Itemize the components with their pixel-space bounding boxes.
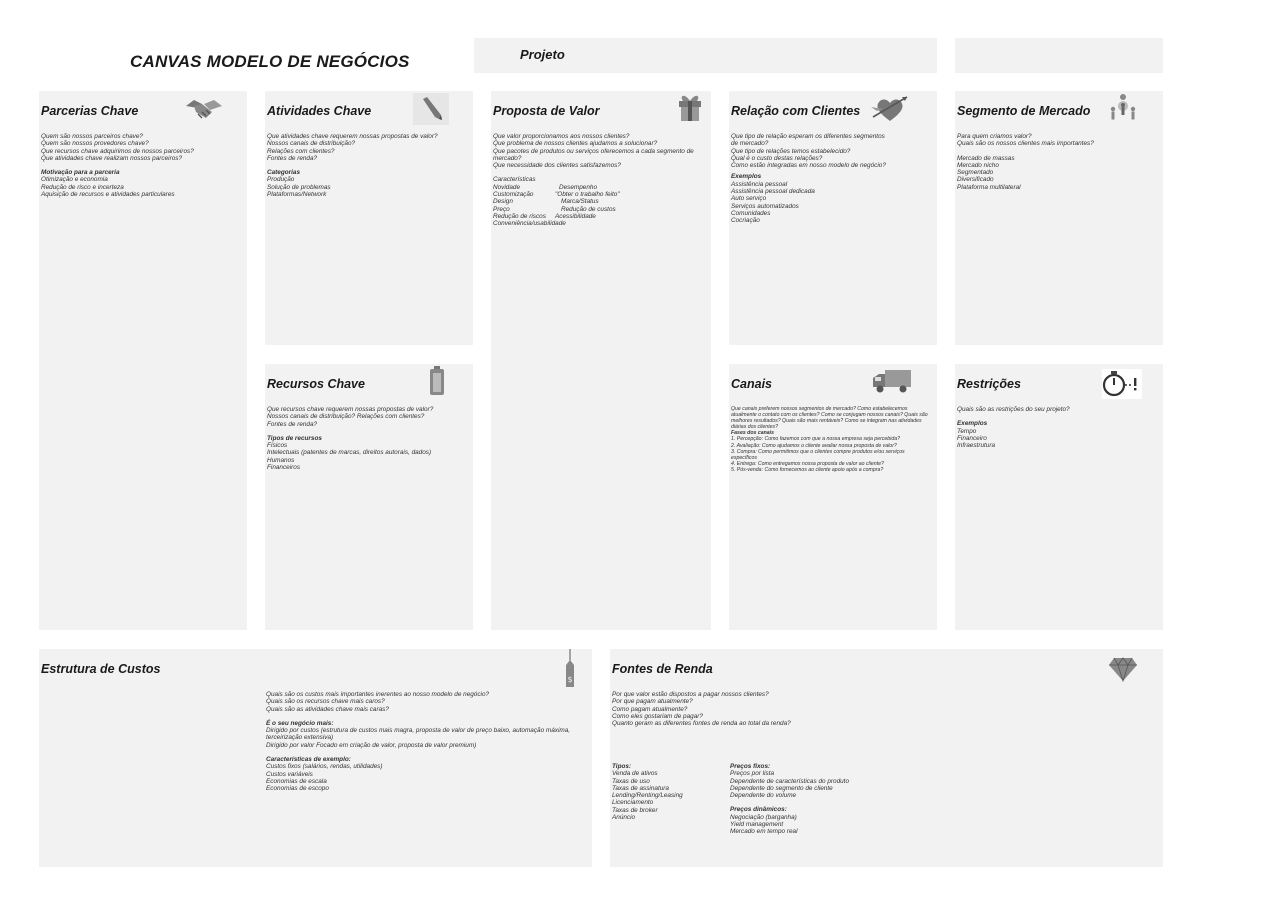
diamond-icon (1108, 656, 1138, 682)
block-title: Estrutura de Custos (41, 662, 161, 676)
gift-icon (677, 93, 703, 123)
restricoes-content: Quais são as restrições do seu projeto? Exemplos Tempo Financeiro Infraestrutura (957, 406, 1070, 450)
block-title: Parcerias Chave (41, 104, 139, 118)
block-estrutura-de-custos[interactable] (39, 649, 592, 867)
segmento-content: Para quem criamos valor? Quais são os nossos clientes mais importantes? Mercado de massas Mercado nicho Segmentado Diversificado Plataforma multilateral (957, 133, 1094, 191)
canais-content: Que canais preferem nossos segmentos de mercado? Como estabelecemos atualmente o contato com os clientes? Como se conjugam nossos canais? Quais são melhores resultados? Quais são mais rentáveis? Como se integram nas atividades diárias dos clientes? Fases dos canais 1. Percepção: Como fazemos com que a nossa empresa seja percebida? 2. Avaliação: Como ajudamos o cliente avaliar nossa proposta de valor? 3. Compra: Como permitimos que o clientes compre produtos e/ou serviços específicos 4. Entrega: Como entregamos nossa proposta de valor ao cliente? 5. Pós-venda: Como fornecemos ao cliente apoio após a compra? (731, 406, 928, 473)
block-title: Relação com Clientes (731, 104, 861, 118)
block-recursos-chave[interactable] (265, 364, 473, 630)
recursos-content: Que recursos chave requerem nossas propostas de valor? Nossos canais de distribuição? Relações com clientes? Fontes de renda? Tipos de recursos Físicos Intelectuais (patentes de marcas, direitos autorais, dados) Humanos Financeiros (267, 406, 434, 472)
battery-icon (428, 366, 446, 396)
fontes-precos: Preços fixos: Preços por lista Dependente de características do produto Dependente do segmento de cliente Dependente do volume Preços dinâmicos: Negociação (barganha) Yield management Mercado em tempo real (730, 763, 850, 836)
custos-content: Quais são os custos mais importantes inerentes ao nosso modelo de negócio? Quais são os recursos chave mais caros? Quais são as atividades chave mais caras? É o seu negócio mais: Dirigido por custos (estrutura de custos mais magra, proposta de valor de preço baixo, automação máxima, terceirização extensiva) Dirigido por valor Focado em criação de valor, proposta de valor premium) Características de exemplo: Custos fixos (salários, rendas, utilidades) Custos variáveis Economias de escala Economias de escopo (266, 691, 571, 793)
svg-text:$: $ (567, 675, 573, 684)
block-canais[interactable] (729, 364, 937, 630)
block-title: Proposta de Valor (493, 104, 600, 118)
project-label: Projeto (520, 47, 565, 62)
block-relacao-com-clientes[interactable] (729, 91, 937, 345)
relacao-content: Que tipo de relação esperam os diferentes segmentos de mercado? Que tipo de relações temos estabelecido? Qual é o custo destas relações? Como estão integradas em nosso modelo de negócio? Exemplos Assistência pessoal Assistência pessoal dedicada Auto serviço Serviços automatizados Comunidades Cocriação (731, 133, 886, 225)
block-fontes-de-renda[interactable] (610, 649, 1163, 867)
handshake-icon (184, 94, 224, 124)
block-proposta-de-valor[interactable] (491, 91, 711, 630)
fontes-content: Por que valor estão dispostos a pagar nossos clientes? Por que pagam atualmente? Como pagam atualmente? Como eles gostariam de pagar? Quanto geram as diferentes fontes de renda ao total da renda? (612, 691, 791, 728)
block-title: Canais (731, 377, 772, 391)
project-extra-bar[interactable] (955, 38, 1163, 73)
block-title: Recursos Chave (267, 377, 365, 391)
people-icon (1107, 92, 1139, 124)
block-title: Segmento de Mercado (957, 104, 1091, 118)
page-title: CANVAS MODELO DE NEGÓCIOS (130, 52, 410, 71)
fontes-tipos: Tipos: Venda de ativos Taxas de uso Taxas de assinatura Lending/Renting/Leasing Licenciamento Taxas de broker Anúncio (612, 763, 683, 822)
price-tag-icon (562, 649, 578, 689)
stopwatch-icon (1102, 369, 1142, 399)
block-restricoes[interactable] (955, 364, 1163, 630)
block-segmento-de-mercado[interactable] (955, 91, 1163, 345)
block-parcerias-chave[interactable] (39, 91, 247, 630)
atividades-content: Que atividades chave requerem nossas propostas de valor? Nossos canais de distribuição? Relações com clientes? Fontes de renda? Categorias Produção Solução de problemas Plataformas/Network (267, 133, 438, 199)
block-title: Atividades Chave (267, 104, 372, 118)
parcerias-content: Quem são nossos parceiros chave? Quem são nossos provedores chave? Que recursos chave adquirimos de nossos parceiros? Que atividades chave realizam nossos parceiros? Motivação para a parceria Otimização e economia Redução de risco e incerteza Aquisição de recursos e atividades particulares (41, 133, 194, 199)
truck-icon (871, 368, 915, 396)
block-title: Restrições (957, 377, 1021, 391)
block-title: Fontes de Renda (612, 662, 713, 676)
block-atividades-chave[interactable] (265, 91, 473, 345)
pen-icon (411, 93, 451, 125)
proposta-content: Que valor proporcionamos aos nossos clientes? Que problema de nossos clientes ajudamos a solucionar? Que pacotes de produtos ou serviços oferecemos a cada segmento de mercado? Que necessidade dos clientes satisfazemos? Características Novidade Desempenho Customização "Obter o trabalho feito" Design Marca/Status Preço Redução de custos Redução de riscos Acessibilidade Conveniência/usabilidade (493, 133, 694, 228)
heart-icon (869, 93, 911, 125)
